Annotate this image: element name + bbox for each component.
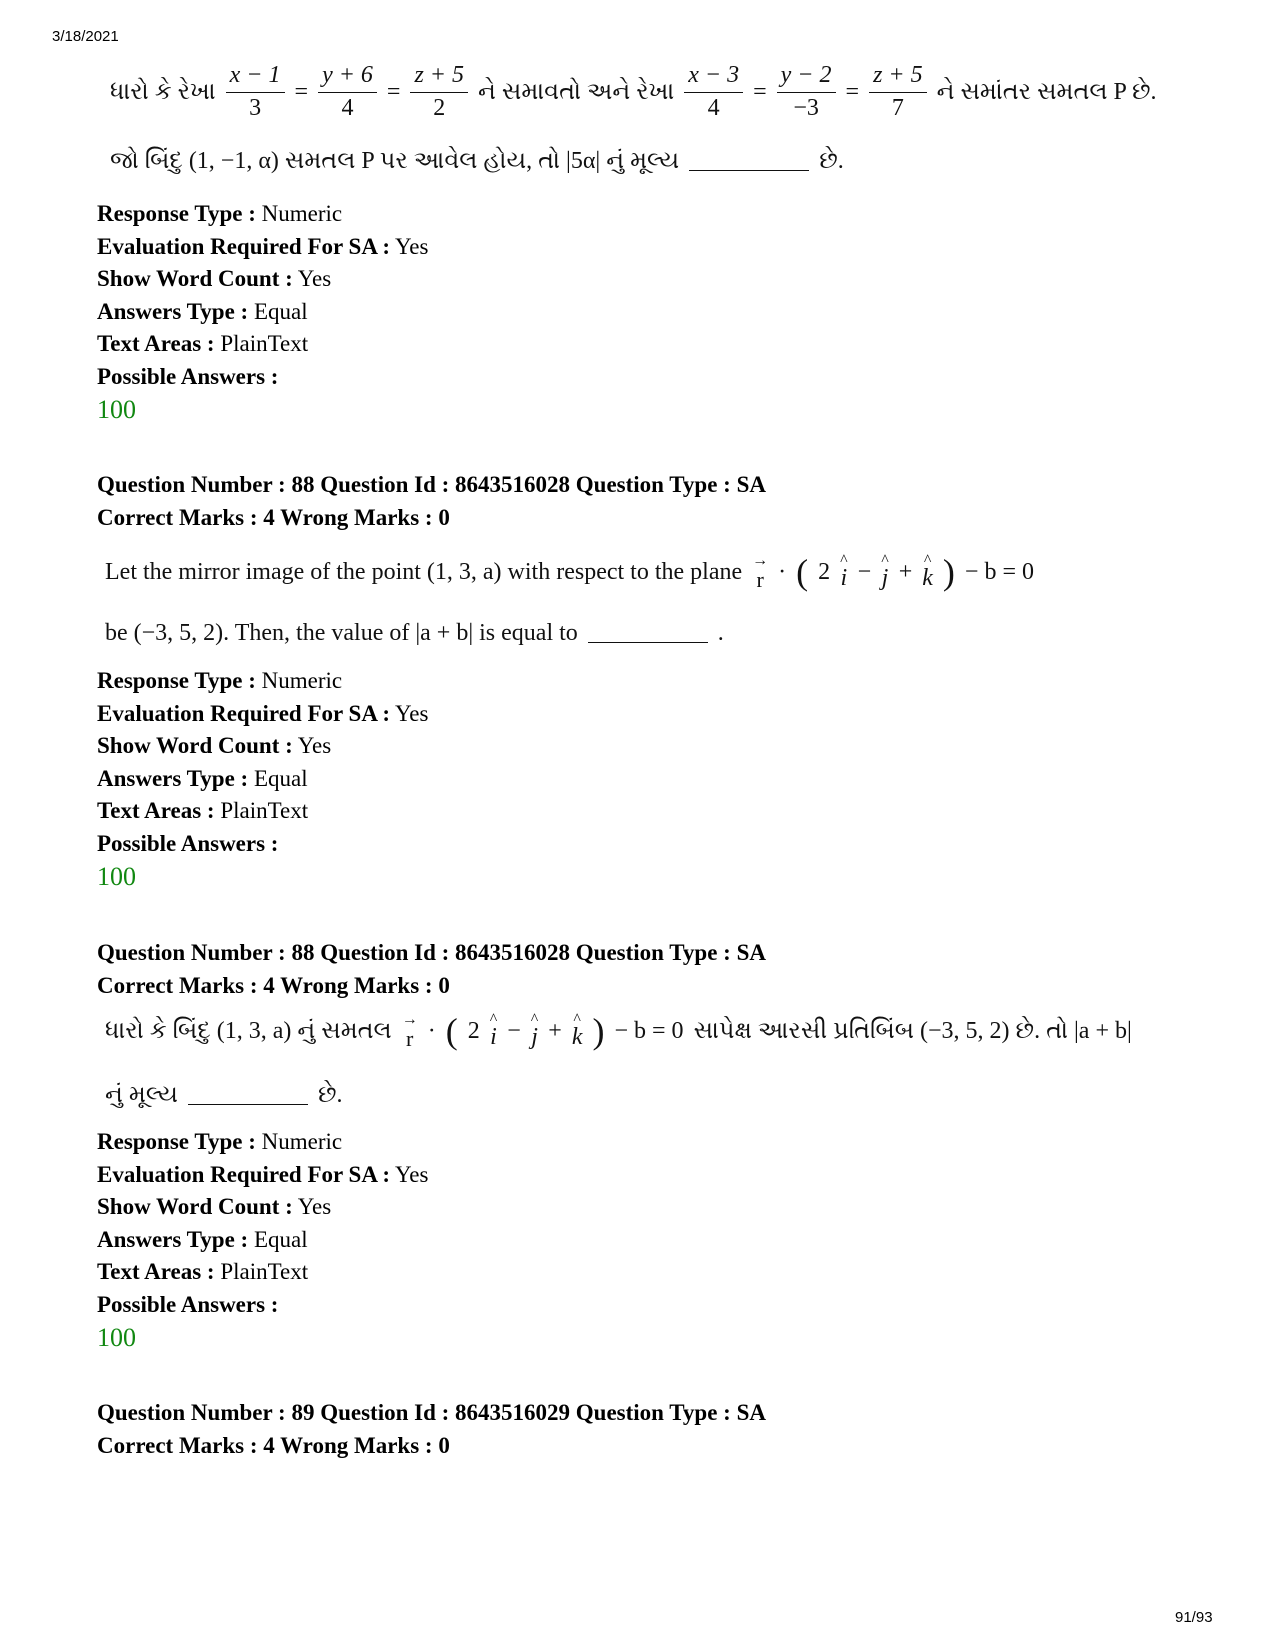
unit-vector-k: ^ k [571,1011,583,1051]
print-date: 3/18/2021 [52,28,119,45]
q87-text-mid: ને સમાવતો અને રેખા [478,78,675,105]
fraction: $\frac{y + 6}{4}$ [318,62,377,122]
q87-text-suffix: ને સમાંતર સમતલ P છે. [936,78,1157,105]
q88-header: Question Number : 88 Question Id : 8643516028 Question Type : SA Correct Marks : 4 Wrong Marks : 0 [97,472,766,530]
q88g-metadata: Response Type : Numeric Evaluation Required For SA : Yes Show Word Count : Yes Answers Type : Equal Text Areas : PlainText Possible Answers : 100 [97,1126,428,1355]
fraction: $\frac{z + 5}{2}$ [410,62,468,122]
fraction: $\frac{z + 5}{7}$ [869,62,927,122]
q88g-line-1: ધારો કે બિંદુ (1, 3, a) નું સમતલ → r · ( 2 ^ i − ^ j + ^ k ) − b = 0 સાપેક્ષ આરસી પ્રતિબિંબ (−3, 5, 2) છે. તો |a + b| [105,1011,1132,1051]
q87-line2-prefix: જો બિંદુ (1, −1, α) સમતલ P પર આવેલ હોય, તો |5α| નું મૂલ્ય [110,148,680,174]
q88-gujarati-header: Question Number : 88 Question Id : 8643516028 Question Type : SA Correct Marks : 4 Wrong Marks : 0 [97,940,766,998]
answer-blank [689,152,809,171]
q88-metadata: Response Type : Numeric Evaluation Required For SA : Yes Show Word Count : Yes Answers Type : Equal Text Areas : PlainText Possible Answers : 100 [97,665,428,894]
fraction: $\frac{x - 3}{4}$ [684,62,743,122]
q87-text-prefix: ધારો કે રેખા [110,78,216,105]
vector-r: → r [401,1011,418,1051]
possible-answer: 100 [97,1323,136,1352]
vector-r: → r [752,552,769,592]
q89-header: Question Number : 89 Question Id : 8643516029 Question Type : SA Correct Marks : 4 Wrong Marks : 0 [97,1400,766,1458]
q88g-line-2: નું મૂલ્ય છે. [105,1082,343,1108]
page-number: 91/93 [1175,1609,1213,1626]
fraction: $\frac{y - 2}{-3}$ [777,62,836,122]
unit-vector-i: ^ i [840,552,848,592]
answer-blank [588,624,708,643]
unit-vector-j: ^ j [530,1011,539,1051]
possible-answer: 100 [97,862,136,891]
q87-metadata: Response Type : Numeric Evaluation Required For SA : Yes Show Word Count : Yes Answers Type : Equal Text Areas : PlainText Possible Answers : 100 [97,198,428,427]
fraction: $\frac{x - 1}{3}$ [226,62,285,122]
q88-line-1: Let the mirror image of the point (1, 3, a) with respect to the plane → r · ( 2 ^ i − ^ j + ^ k ) − b = 0 [105,552,1034,592]
unit-vector-j: ^ j [881,552,889,592]
unit-vector-k: ^ k [922,552,933,592]
answer-blank [188,1086,308,1105]
unit-vector-i: ^ i [489,1011,498,1051]
q87-line-1: ધારો કે રેખા $\frac{x - 1}{3}$ = $\frac{y + 6}{4}$ = $\frac{z + 5}{2}$ ને સમાવતો અને રેખા $\frac{x - 3}{4}$ = $\frac{y - 2}{-3}$ = $\frac{z + 5}{7}$ ને સમાંતર સમતલ P છે. [110,62,1157,121]
q88-line-2: be (−3, 5, 2). Then, the value of |a + b| is equal to . [105,620,724,646]
possible-answer: 100 [97,395,136,424]
q87-line-2 [110,148,844,175]
q87-line2-suffix: છે. [819,148,844,174]
